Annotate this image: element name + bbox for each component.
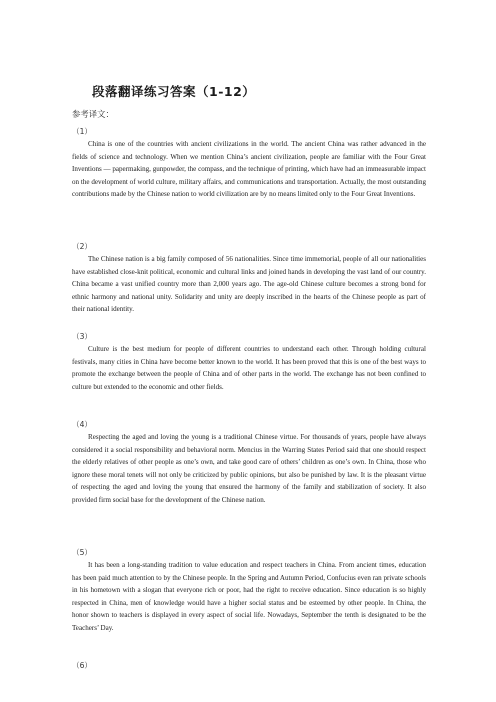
paragraph-number-6: （6） (72, 661, 93, 670)
paragraph-number-3: （3） (72, 332, 93, 341)
paragraph-number-1: （1） (72, 127, 93, 136)
paragraph-3: Culture is the best medium for people of different countries to understand each other. Through holding cultural festivals, many cities in China have become better known to the world. It has been proved that this is one of the best ways to promote the exchange between the people of China and of other parts in the world. The exchange has not been confined to culture but extended to the economic and other fields. (72, 345, 426, 391)
paragraph-number-5: （5） (72, 548, 93, 557)
paragraph-4: Respecting the aged and loving the young is a traditional Chinese virtue. For thousands of years, people have always considered it a social responsibility and behavioral norm. Mencius in the Warring States Period said that one should respect the elderly relatives of other people as one’s own, and take good care of others’ children as one’s own. In China, those who ignore these moral tenets will not only be criticized by public opinions, but also be punished by law. It is the pleasant virtue of respecting the aged and loving the young that ensured the harmony of the family and stabilization of society. It also provided firm social base for the development of the Chinese nation. (72, 433, 426, 504)
reference-translation-label: 参考译文： (72, 109, 114, 119)
paragraph-number-4: （4） (72, 420, 93, 429)
paragraph-2: The Chinese nation is a big family composed of 56 nationalities. Since time immemorial, people of all our nationalities have established close-knit political, economic and cultural links and joined hands in developing the vast land of our country. China became a vast unified country more than 2,000 years ago. The age-old Chinese culture becomes a strong bond for ethnic harmony and national unity. Solidarity and unity are deeply inscribed in the hearts of the Chinese people as part of their national identity. (72, 255, 426, 314)
document-title: 段落翻译练习答案（1-12） (92, 84, 256, 99)
paragraph-number-2: （2） (72, 242, 93, 251)
document-body (72, 126, 426, 672)
paragraph-1: China is one of the countries with ancient civilizations in the world. The ancient China was rather advanced in the fields of science and technology. When we mention China’s ancient civilization, people are familiar with the Four Great Inventions — papermaking, gunpowder, the compass, and the technique of printing, which have had an immeasurable impact on the development of world culture, military affairs, and communications and transportation. Actually, the most outstanding contributions made by the Chinese nation to world civilization are by no means limited only to the Four Great Inventions. (72, 140, 426, 199)
paragraph-5: It has been a long-standing tradition to value education and respect teachers in China. From ancient times, education has been paid much attention to by the Chinese people. In the Spring and Autumn Period, Confucius even ran private schools in his hometown with a slogan that everyone rich or poor, had the right to receive education. Since education is so highly respected in China, men of knowledge would have a higher social status and be esteemed by other people. In China, the honor shown to teachers is displayed in every aspect of social life. Nowadays, September the tenth is designated to be the Teachers’ Day. (72, 561, 426, 632)
